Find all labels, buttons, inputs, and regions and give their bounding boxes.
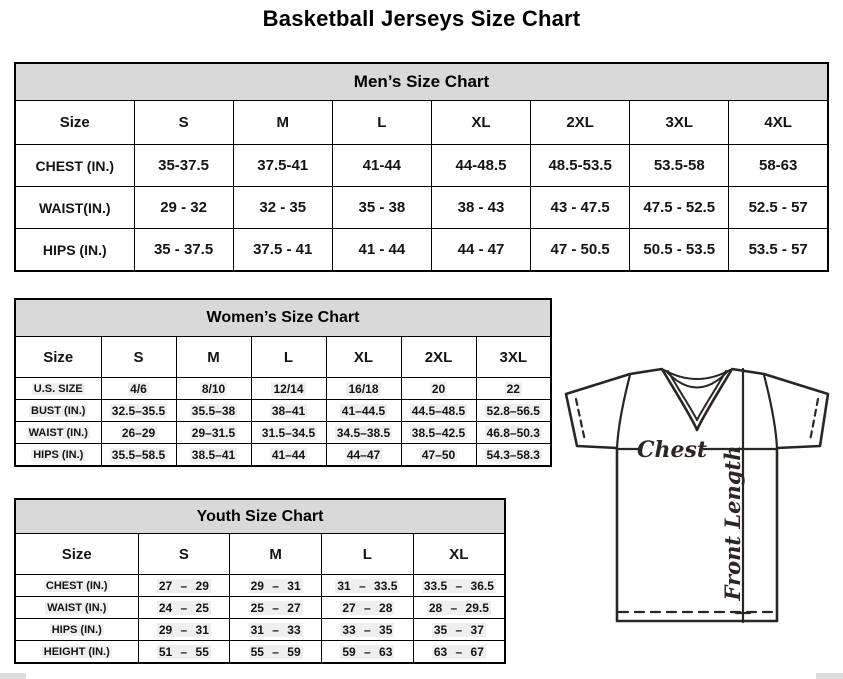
cell-value: 44-48.5 [455,157,507,174]
cell-value: 44–47 [346,447,381,462]
table-cell [401,378,476,400]
row-label [15,378,101,400]
size-column-header: L [322,534,414,575]
table-cell [138,597,230,619]
cell-value: 32.5–35.5 [111,403,166,418]
table-cell [251,422,326,444]
cell-value: 35 - 38 [358,199,406,216]
cell-value: 44 - 47 [457,241,505,258]
table-cell [729,229,828,272]
cell-value: 51 – 55 [158,644,209,659]
cell-value: 31 – 33.5 [337,578,398,593]
cell-value: 47 - 50.5 [550,241,610,258]
table-cell [176,378,251,400]
table-cell [413,575,505,597]
cell-value: 20 [431,381,446,396]
cell-value: 52.8–56.5 [486,403,540,418]
size-column-header: 2XL [401,337,476,378]
table-cell [251,444,326,467]
row-label-text: HEIGHT (IN.) [43,645,110,658]
cell-value: 46.8–50.3 [486,425,540,440]
cell-value: 35 - 37.5 [153,241,214,258]
table-cell [176,400,251,422]
cell-value: 54.3–58.3 [486,447,540,462]
table-cell [134,187,233,229]
cell-value: 52.5 - 57 [748,199,808,216]
row-label [15,422,101,444]
mens-size-chart-table [14,62,829,272]
table-cell [101,378,176,400]
cell-value: 27 – 28 [342,600,393,615]
table-cell [630,145,729,187]
cell-value: 41-44 [362,157,402,174]
table-cell [230,619,322,641]
chest-label: Chest [636,437,708,463]
cell-value: 22 [506,381,520,396]
table-row [15,378,551,400]
table-cell [233,145,332,187]
table-cell [322,619,414,641]
womens-chart-title: Women’s Size Chart [15,299,551,337]
row-label-text: BUST (IN.) [31,404,86,417]
cell-value: 50.5 - 53.5 [643,241,716,258]
size-column-header: XL [413,534,505,575]
cell-value: 29–31.5 [191,425,236,440]
table-cell [101,422,176,444]
jersey-diagram [556,358,843,630]
table-cell [729,145,828,187]
table-row [15,444,551,467]
table-cell [176,422,251,444]
page-title: Basketball Jerseys Size Chart [262,6,581,31]
table-cell [413,619,505,641]
table-row [15,619,505,641]
table-cell [134,145,233,187]
cell-value: 33.5 – 36.5 [423,578,494,593]
row-label [15,641,138,664]
cell-value: 33 – 35 [342,622,393,637]
cell-value: 44.5–48.5 [411,403,466,418]
table-cell [138,641,230,664]
size-column-header: M [176,337,251,378]
cell-value: 35.5–58.5 [111,447,166,462]
table-row [15,575,505,597]
cell-value: 55 – 59 [250,644,301,659]
cell-value: 4/6 [130,381,147,396]
table-cell [431,145,530,187]
table-cell [332,145,431,187]
row-label [15,619,138,641]
cell-value: 37.5-41 [257,157,309,174]
row-label-text: CHEST (IN.) [35,157,115,174]
row-label [15,597,138,619]
table-cell [230,575,322,597]
cell-value: 25 – 27 [250,600,301,615]
cell-value: 35.5–38 [191,403,236,418]
cell-value: 34.5–38.5 [336,425,391,440]
womens-section-header [15,299,551,337]
cell-value: 27 – 29 [158,578,209,593]
size-column-header: L [332,101,431,145]
row-label [15,145,134,187]
table-cell [476,422,551,444]
row-label-text: HIPS (IN.) [33,448,84,461]
table-cell [332,229,431,272]
size-column-header: M [230,534,322,575]
table-cell [401,422,476,444]
size-column-header: 4XL [729,101,828,145]
row-label-text: WAIST (IN.) [47,601,107,614]
table-cell [101,444,176,467]
cell-value: 31 – 33 [250,622,301,637]
table-cell [431,229,530,272]
table-row [15,597,505,619]
row-label [15,444,101,467]
table-cell [101,400,176,422]
cell-value: 59 – 63 [342,644,393,659]
table-row [15,641,505,664]
row-label-text: U.S. SIZE [33,382,83,395]
youth-column-header-row [15,534,505,575]
table-cell [322,641,414,664]
table-cell [431,187,530,229]
front-length-label: Front Length [720,445,745,601]
row-label-text: HIPS (IN.) [51,623,102,636]
table-cell [401,444,476,467]
table-cell [251,400,326,422]
table-cell [326,400,401,422]
row-label-text: WAIST(IN.) [38,199,111,216]
row-label [15,187,134,229]
cell-value: 58-63 [758,157,798,174]
size-column-header: 3XL [630,101,729,145]
table-row [15,422,551,444]
cell-value: 35 – 37 [433,622,484,637]
cell-value: 53.5-58 [653,157,705,174]
row-label-text: CHEST (IN.) [45,579,108,592]
size-column-header: S [138,534,230,575]
table-cell [630,187,729,229]
row-label-text: WAIST (IN.) [28,426,88,439]
table-cell [413,597,505,619]
size-label-header: Size [15,534,138,575]
cell-value: 32 - 35 [259,199,307,216]
table-cell [326,444,401,467]
womens-column-header-row [15,337,551,378]
table-row [15,400,551,422]
table-cell [322,597,414,619]
cell-value: 31.5–34.5 [261,425,316,440]
youth-size-chart-table [14,498,506,664]
size-column-header: 2XL [531,101,630,145]
row-label [15,575,138,597]
size-label-header: Size [15,337,101,378]
cell-value: 29 - 32 [160,199,207,216]
cell-value: 41–44.5 [341,403,386,418]
table-cell [230,597,322,619]
cell-value: 53.5 - 57 [748,241,808,258]
cell-value: 41 - 44 [358,241,406,258]
cell-value: 24 – 25 [158,600,209,615]
table-cell [332,187,431,229]
size-column-header: L [251,337,326,378]
size-column-header: XL [326,337,401,378]
row-label-text: HIPS (IN.) [42,241,107,258]
size-column-header: S [101,337,176,378]
table-cell [531,229,630,272]
youth-section-header [15,499,505,534]
cell-value: 16/18 [348,381,379,396]
jersey-outline [566,369,828,621]
mens-chart-title: Men’s Size Chart [15,63,828,101]
cell-value: 29 – 31 [250,578,301,593]
size-label-header: Size [15,101,134,145]
cell-value: 29 – 31 [158,622,209,637]
mens-column-header-row [15,101,828,145]
table-row [15,145,828,187]
cell-value: 47–50 [421,447,456,462]
cell-value: 47.5 - 52.5 [643,199,716,216]
table-cell [251,378,326,400]
cell-value: 48.5-53.5 [548,157,612,174]
cell-value: 26–29 [121,425,156,440]
cell-value: 63 – 67 [433,644,484,659]
scrollbar-fragment-right [816,673,843,679]
size-column-header: S [134,101,233,145]
table-cell [476,378,551,400]
table-cell [230,641,322,664]
table-cell [326,422,401,444]
cell-value: 35-37.5 [158,157,209,174]
scrollbar-fragment-left [0,673,26,679]
table-cell [138,575,230,597]
table-cell [322,575,414,597]
table-cell [134,229,233,272]
table-cell [630,229,729,272]
row-label [15,400,101,422]
size-column-header: 3XL [476,337,551,378]
table-row [15,229,828,272]
table-cell [729,187,828,229]
cell-value: 38–41 [271,403,306,418]
table-cell [413,641,505,664]
cell-value: 38.5–41 [191,447,236,462]
table-cell [176,444,251,467]
size-column-header: M [233,101,332,145]
table-cell [138,619,230,641]
cell-value: 8/10 [201,381,226,396]
row-label [15,229,134,272]
table-cell [476,400,551,422]
size-column-header: XL [431,101,530,145]
table-cell [233,229,332,272]
womens-size-chart-table [14,298,552,467]
table-cell [531,187,630,229]
table-cell [531,145,630,187]
table-cell [233,187,332,229]
cell-value: 12/14 [273,381,304,396]
table-cell [476,444,551,467]
cell-value: 43 - 47.5 [550,199,610,216]
table-cell [401,400,476,422]
cell-value: 28 – 29.5 [428,600,489,615]
cell-value: 38 - 43 [457,199,505,216]
table-cell [326,378,401,400]
table-row [15,187,828,229]
cell-value: 38.5–42.5 [411,425,466,440]
youth-chart-title: Youth Size Chart [15,499,505,534]
mens-section-header [15,63,828,101]
cell-value: 41–44 [271,447,306,462]
cell-value: 37.5 - 41 [253,241,313,258]
